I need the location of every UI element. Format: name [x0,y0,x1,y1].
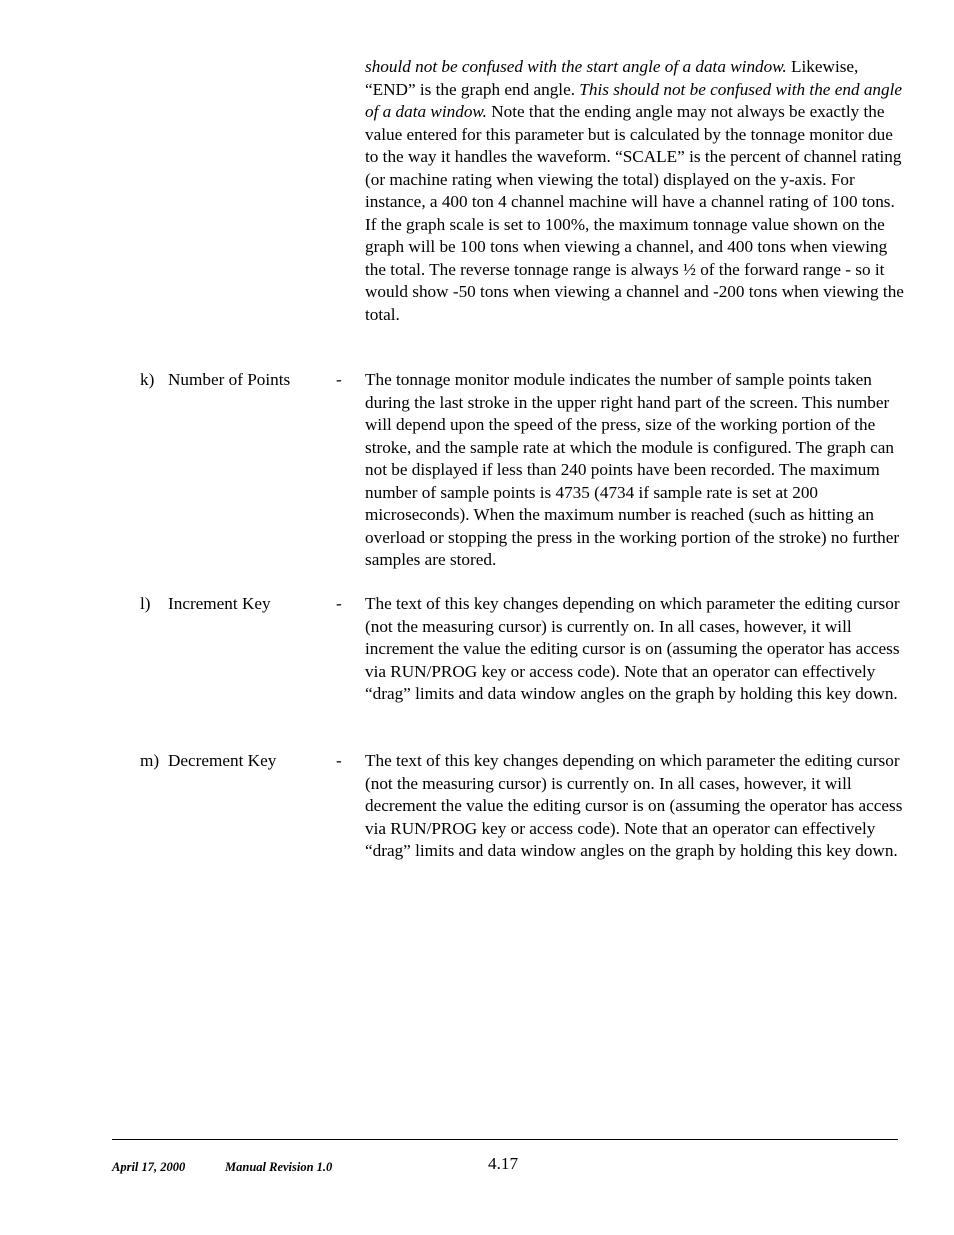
continuation-italic-2: This should not be confused with the end angle of a data window. [365,79,903,121]
item-dash: - [336,370,342,389]
item-description-number-of-points: The tonnage monitor module indicates the number of sample points taken during the last stroke in the upper right hand part of the screen. This number will depend upon the speed of the press, size of the working portion of the stroke, and the sample rate at which the module is configured. The graph can not be displayed if less than 240 points have been recorded. The maximum number of sample points is 4735 (4734 if sample rate is set at 200 microseconds). When the maximum number is reached (such as hitting an overload or stopping the press in the working portion of the stroke) no further samples are stored. [365,370,900,569]
item-label-decrement-key [140,750,276,773]
item-label-number-of-points [140,369,290,392]
footer-divider [112,1139,898,1140]
footer-revision: Manual Revision 1.0 [225,1160,333,1174]
item-label-increment-key [140,593,271,616]
item-title: Decrement Key [168,751,277,770]
item-title: Number of Points [168,370,291,389]
item-description-decrement-key: The text of this key changes depending on which parameter the editing cursor (not the measuring cursor) is currently on. In all cases, however, it will decrement the value the editing cursor is on (assuming the operator has access via RUN/PROG key or access code). Note that an operator can effectively “drag” limits and data window angles on the graph by holding this key down. [365,751,903,860]
item-description-increment-key: The text of this key changes depending on which parameter the editing cursor (not the measuring cursor) is currently on. In all cases, however, it will increment the value the editing cursor is on (assuming the operator has access via RUN/PROG key or access code). Note that an operator can effectively “drag” limits and data window angles on the graph by holding this key down. [365,594,900,703]
item-letter: m) [140,751,160,770]
continuation-text-1: Likewise, “END” is the graph end angle. [365,57,859,99]
item-letter: l) [140,594,151,613]
page-number: 4.17 [488,1154,519,1173]
continuation-italic-1: should not be confused with the start angle of a data window. [365,57,787,76]
continuation-text-2: Note that the ending angle may not always be exactly the value entered for this parameter but is calculated by the tonnage monitor due to the way it handles the waveform. “SCALE” is the percent of channel rating (or machine rating when viewing the total) displayed on the y-axis. For instance, a 400 ton 4 channel machine will have a channel rating of 100 tons. If the graph scale is set to 100%, the maximum tonnage value shown on the graph will be 100 tons when viewing a channel, and 400 tons when viewing the total. The reverse tonnage range is always ½ of the forward range - so it would show -50 tons when viewing a channel and -200 tons when viewing the total. [365,102,904,324]
item-dash: - [336,751,342,770]
item-dash: - [336,594,342,613]
continuation-paragraph [365,56,910,326]
item-title: Increment Key [168,594,271,613]
footer-date: April 17, 2000 [112,1160,186,1174]
item-letter: k) [140,370,155,389]
